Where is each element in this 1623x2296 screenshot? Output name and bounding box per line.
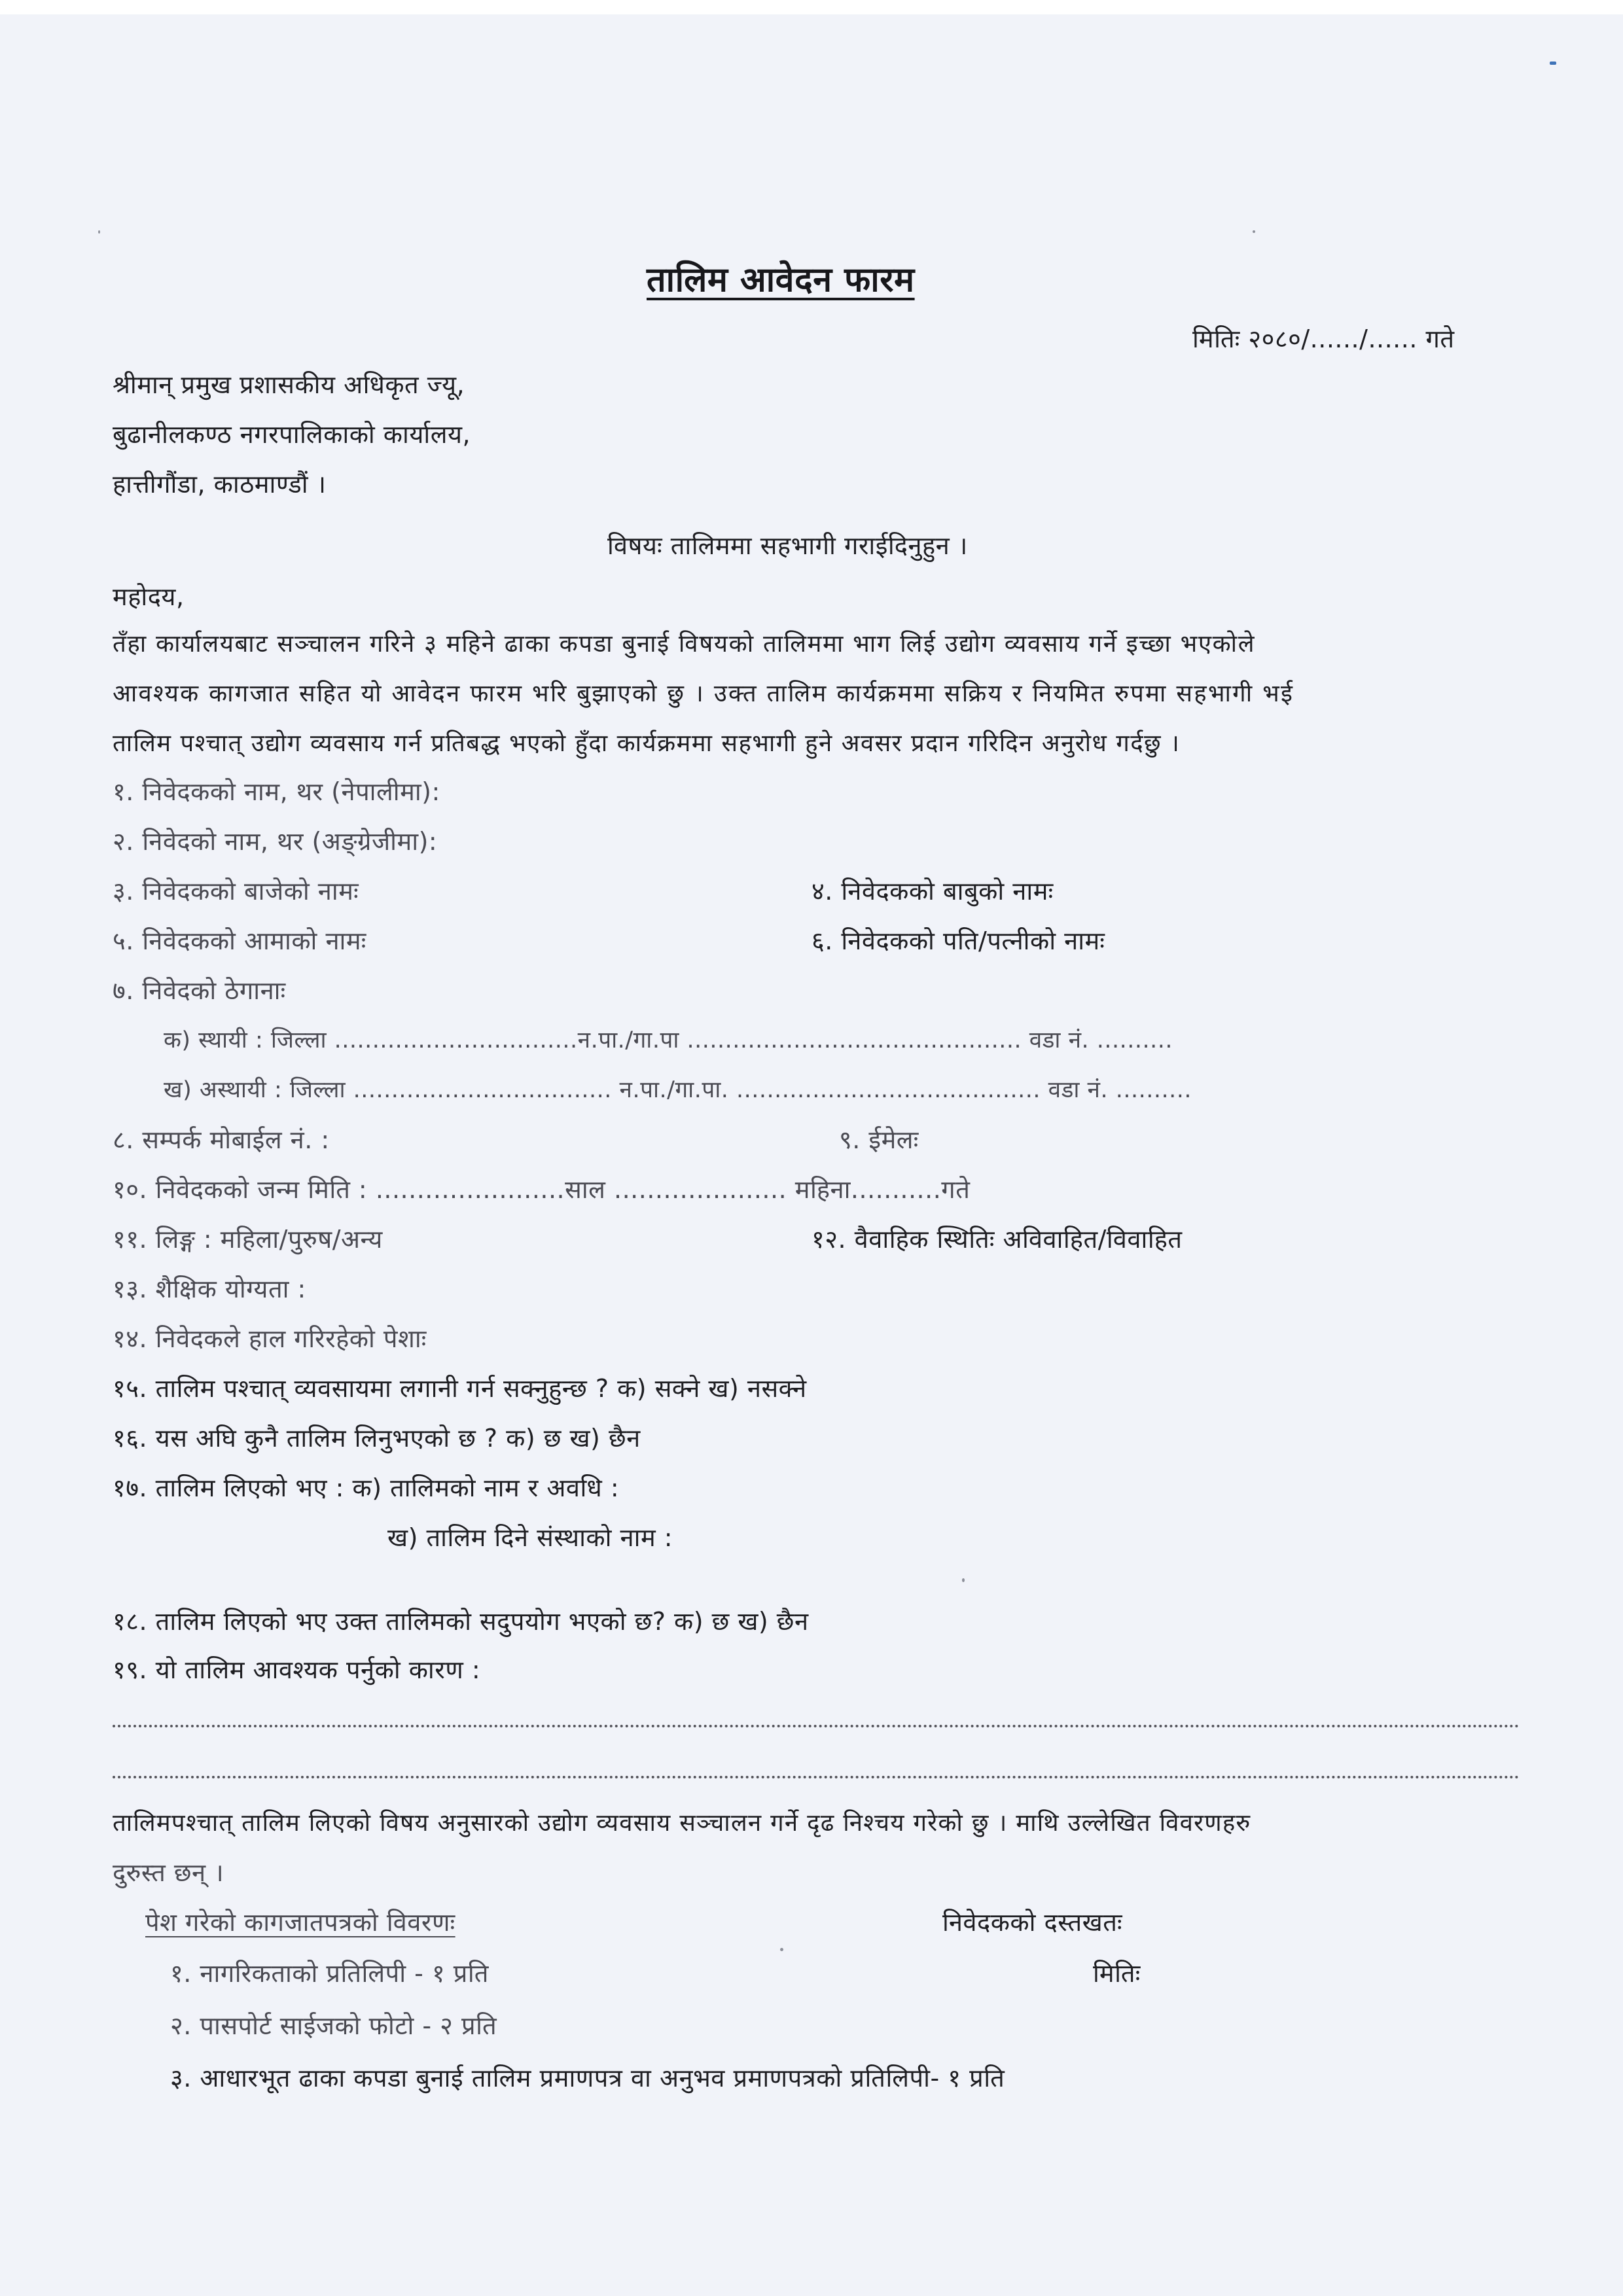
field-investment-ability: १५. तालिम पश्चात् व्यवसायमा लगानी गर्न सक्नुहुन्छ ? क) सक्ने ख) नसक्ने [113, 1374, 807, 1403]
reason-blank-line-2[interactable] [113, 1776, 1520, 1778]
field-name-english: २. निवेदको नाम, थर (अङ्ग्रेजीमा): [113, 827, 438, 856]
reason-blank-line-1[interactable] [113, 1725, 1520, 1727]
addressee-line-1: श्रीमान् प्रमुख प्रशासकीय अधिकृत ज्यू, [113, 370, 465, 399]
field-address: ७. निवेदको ठेगानाः [113, 976, 286, 1005]
field-address-permanent: क) स्थायी : जिल्ला ................................न.पा./गा.पा ............................................ वडा नं. .......... [164, 1027, 1173, 1053]
signature-label: निवेदकको दस्तखतः [942, 1908, 1123, 1937]
addressee-line-3: हात्तीगौंडा, काठमाण्डौं । [113, 470, 327, 499]
field-name-nepali: १. निवेदकको नाम, थर (नेपालीमा): [113, 777, 440, 806]
field-mobile: ८. सम्पर्क मोबाईल नं. : [113, 1125, 330, 1154]
field-marital-status: १२. वैवाहिक स्थितिः अविवाहित/विवाहित [812, 1225, 1183, 1254]
field-education: १३. शैक्षिक योग्यता : [113, 1275, 306, 1303]
field-birth-date: १०. निवेदकको जन्म मिति : .......................साल ..................... महिना...........गते [113, 1175, 971, 1204]
field-spouse-name: ६. निवेदकको पति/पत्नीको नामः [812, 927, 1105, 955]
form-title: तालिम आवेदन फारम [647, 260, 915, 300]
scan-speck [98, 230, 100, 234]
signature-date-label: मितिः [1093, 1959, 1141, 1988]
body-line-2: आवश्यक कागजात सहित यो आवेदन फारम भरि बुझाएको छु । उक्त तालिम कार्यक्रममा सक्रिय र नियमित रुपमा सहभागी भई [113, 679, 1294, 707]
scan-mark [1550, 62, 1556, 65]
body-line-1: तँहा कार्यालयबाट सञ्चालन गरिने ३ महिने ढाका कपडा बुनाई विषयको तालिममा भाग लिई उद्योग व्यवसाय गर्ने इच्छा भएकोले [113, 629, 1256, 658]
field-prior-training: १६. यस अघि कुनै तालिम लिनुभएको छ ? क) छ ख) छैन [113, 1424, 641, 1453]
scan-speck [1253, 230, 1255, 233]
declaration-line-2: दुरुस्त छन् । [113, 1858, 224, 1887]
field-grandfather-name: ३. निवेदकको बाजेको नामः [113, 877, 359, 906]
date-line: मितिः २०८०/....../...... गते [1192, 325, 1455, 353]
field-training-institute: ख) तालिम दिने संस्थाको नाम : [387, 1523, 673, 1552]
field-mother-name: ५. निवेदकको आमाको नामः [113, 927, 366, 955]
document-item-1: १. नागरिकताको प्रतिलिपी - १ प्रति [170, 1959, 489, 1988]
field-address-temporary: ख) अस्थायी : जिल्ला .................................. न.पा./गा.पा. ........................................ वडा नं. .......... [164, 1077, 1192, 1103]
field-occupation: १४. निवेदकले हाल गरिरहेको पेशाः [113, 1324, 427, 1353]
declaration-line-1: तालिमपश्चात् तालिम लिएको विषय अनुसारको उद्योग व्यवसाय सञ्चालन गर्ने दृढ निश्चय गरेको छु । माथि उल्लेखित विवरणहरु [113, 1809, 1251, 1837]
field-email: ९. ईमेलः [839, 1125, 919, 1154]
scanned-form-page [0, 14, 1623, 2296]
scan-speck [780, 1948, 783, 1951]
field-father-name: ४. निवेदकको बाबुको नामः [812, 877, 1054, 906]
subject-line: विषयः तालिममा सहभागी गराईदिनुहुन । [607, 531, 968, 560]
field-training-utilized: १८. तालिम लिएको भए उक्त तालिमको सदुपयोग भएको छ? क) छ ख) छैन [113, 1607, 809, 1636]
field-training-name-duration: १७. तालिम लिएको भए : क) तालिमको नाम र अवधि : [113, 1474, 620, 1502]
body-line-3: तालिम पश्चात् उद्योग व्यवसाय गर्न प्रतिबद्ध भएको हुँदा कार्यक्रममा सहभागी हुने अवसर प्रदान गरिदिन अनुरोध गर्दछु । [113, 729, 1181, 757]
document-item-2: २. पासपोर्ट साईजको फोटो - २ प्रति [170, 2011, 497, 2040]
document-item-3: ३. आधारभूत ढाका कपडा बुनाई तालिम प्रमाणपत्र वा अनुभव प्रमाणपत्रको प्रतिलिपी- १ प्रति [170, 2064, 1005, 2093]
salutation: महोदय, [113, 582, 185, 611]
scan-speck [962, 1578, 965, 1582]
field-gender: ११. लिङ्ग : महिला/पुरुष/अन्य [113, 1225, 383, 1254]
field-training-reason: १९. यो तालिम आवश्यक पर्नुको कारण : [113, 1655, 481, 1684]
documents-heading: पेश गरेको कागजातपत्रको विवरणः [145, 1908, 455, 1937]
addressee-line-2: बुढानीलकण्ठ नगरपालिकाको कार्यालय, [113, 420, 471, 449]
